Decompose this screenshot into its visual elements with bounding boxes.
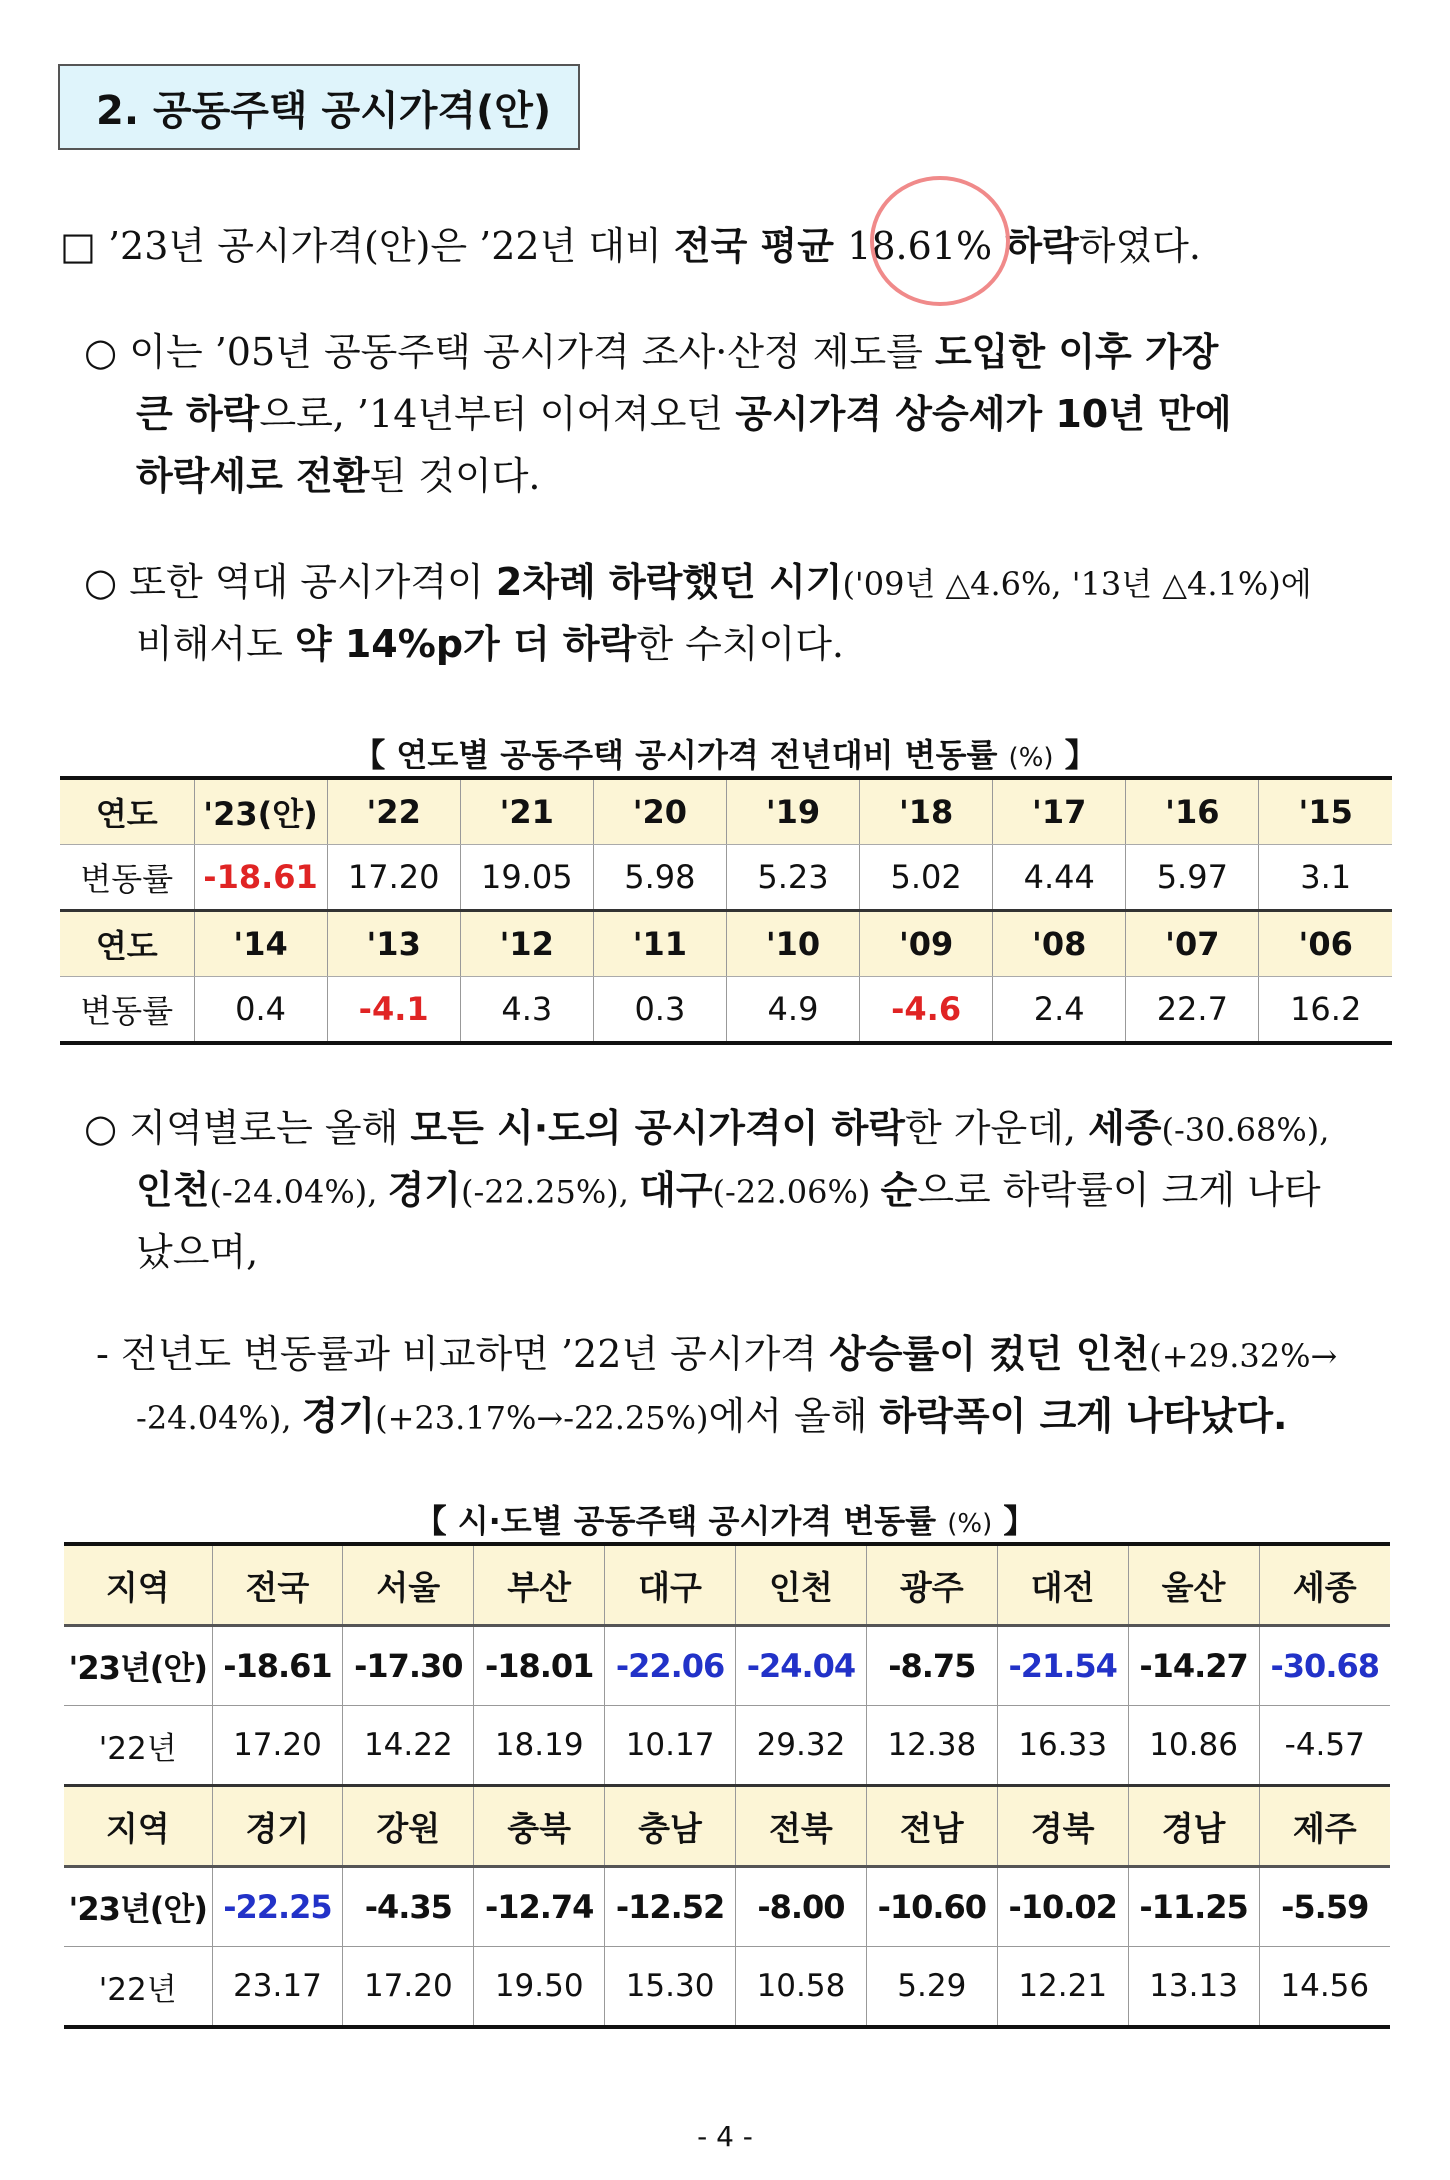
table-row: 연도 '23(안) '22 '21 '20 '19 '18 '17 '16 '15 <box>60 778 1392 845</box>
row-label-year: 연도 <box>60 778 194 845</box>
section-title: 2. 공동주택 공시가격(안) <box>58 64 580 150</box>
paragraph-summary: □ ’23년 공시가격(안)은 ’22년 대비 전국 평균 18.61% 하락하였다. <box>60 224 1201 268</box>
highlighted-rate: 18.61% <box>847 224 993 268</box>
table-row: '22년 17.20 14.22 18.19 10.17 29.32 12.38 16.33 10.86 -4.57 <box>64 1706 1390 1786</box>
table-row: '23년(안) -18.61 -17.30 -18.01 -22.06 -24.04 -8.75 -21.54 -14.27 -30.68 <box>64 1626 1390 1706</box>
row-label-region: 지역 <box>64 1786 212 1867</box>
row-label-year: 연도 <box>60 911 194 977</box>
paragraph-history-line2: 비해서도 약 14%p가 더 하락한 수치이다. <box>136 622 845 666</box>
paragraph-regional-line1: ○ 지역별로는 올해 모든 시·도의 공시가격이 하락한 가운데, 세종(-30.68%), <box>84 1106 1330 1150</box>
table-row: 변동률 -18.61 17.20 19.05 5.98 5.23 5.02 4.44 5.97 3.1 <box>60 845 1392 911</box>
row-label-previous: '22년 <box>64 1947 212 2028</box>
row-label-current: '23년(안) <box>64 1626 212 1706</box>
row-label-current: '23년(안) <box>64 1867 212 1947</box>
paragraph-regional-line2: 인천(-24.04%), 경기(-22.25%), 대구(-22.06%) 순으로 하락률이 크게 나타 <box>136 1168 1321 1212</box>
table-row: 지역 경기 강원 충북 충남 전북 전남 경북 경남 제주 <box>64 1786 1390 1867</box>
table-row: 변동률 0.4 -4.1 4.3 0.3 4.9 -4.6 2.4 22.7 16.2 <box>60 977 1392 1044</box>
paragraph-comparison-line2: -24.04%), 경기(+23.17%→-22.25%)에서 올해 하락폭이 크게 나타났다. <box>136 1394 1288 1438</box>
table-row: '22년 23.17 17.20 19.50 15.30 10.58 5.29 12.21 13.13 14.56 <box>64 1947 1390 2028</box>
table-row: 연도 '14 '13 '12 '11 '10 '09 '08 '07 '06 <box>60 911 1392 977</box>
paragraph-regional-line3: 났으며, <box>136 1230 259 1274</box>
table1-caption: 【 연도별 공동주택 공시가격 전년대비 변동률 (%) 】 <box>353 736 1097 774</box>
paragraph-comparison-line1: - 전년도 변동률과 비교하면 ’22년 공시가격 상승률이 컸던 인천(+29.32%→ <box>96 1332 1338 1376</box>
table-yearly-rates <box>60 776 1392 1045</box>
paragraph-decline-line2: 큰 하락으로, ’14년부터 이어져오던 공시가격 상승세가 10년 만에 <box>136 392 1232 436</box>
row-label-region: 지역 <box>64 1544 212 1626</box>
row-label-rate: 변동률 <box>60 977 194 1044</box>
row-label-previous: '22년 <box>64 1706 212 1786</box>
row-label-rate: 변동률 <box>60 845 194 911</box>
table2-caption: 【 시·도별 공동주택 공시가격 변동률 (%) 】 <box>414 1502 1036 1540</box>
table-row: '23년(안) -22.25 -4.35 -12.74 -12.52 -8.00 -10.60 -10.02 -11.25 -5.59 <box>64 1867 1390 1947</box>
paragraph-decline-line1: ○ 이는 ’05년 공동주택 공시가격 조사·산정 제도를 도입한 이후 가장 <box>84 330 1219 374</box>
page-number: - 4 - <box>697 2120 753 2153</box>
paragraph-decline-line3: 하락세로 전환된 것이다. <box>136 454 541 498</box>
table-regional-rates <box>64 1542 1390 2029</box>
paragraph-history-line1: ○ 또한 역대 공시가격이 2차례 하락했던 시기('09년 △4.6%, '13년 △4.1%)에 <box>84 560 1312 604</box>
table-row: 지역 전국 서울 부산 대구 인천 광주 대전 울산 세종 <box>64 1544 1390 1626</box>
highlight-circle <box>870 176 1010 306</box>
